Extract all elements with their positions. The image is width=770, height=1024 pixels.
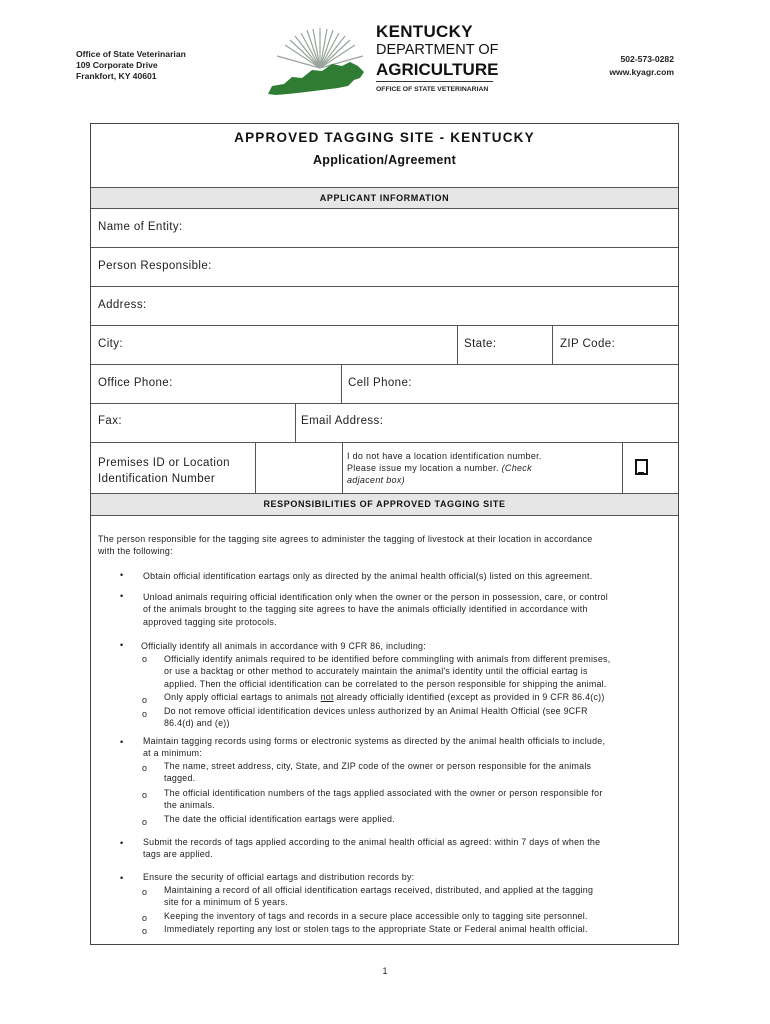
no-location-id-text <box>342 442 622 493</box>
application-form <box>90 123 679 945</box>
sub-bullet-owner-info <box>164 760 591 785</box>
contact-phone: 502-573-0282 <box>620 54 674 64</box>
sub-line: The official identification numbers of the tags applied associated with the owner or person responsible for <box>164 788 603 798</box>
sub-bullet-date-applied <box>164 813 395 825</box>
city-label: City: <box>98 338 123 350</box>
zip-label: ZIP Code: <box>560 338 616 350</box>
no-location-note <box>347 450 542 486</box>
premises-id-input[interactable] <box>255 442 342 493</box>
state-label: State: <box>464 338 497 350</box>
sub-bullet-marker: o <box>142 817 148 827</box>
sub-bullet-do-not-remove <box>164 705 588 730</box>
sub-bullet-tag-numbers <box>164 787 603 812</box>
person-responsible-label: Person Responsible: <box>98 260 212 272</box>
bullet-line: Obtain official identification eartags only as directed by the animal health official(s) listed on this agreement. <box>143 571 593 581</box>
bullet-marker: • <box>120 873 124 883</box>
sub-bullet-report-lost <box>164 923 588 935</box>
no-location-line2: Please issue my location a number. <box>347 463 499 473</box>
cell-phone-field[interactable] <box>341 364 678 403</box>
office-address <box>76 49 186 82</box>
sub-line: tagged. <box>164 773 196 784</box>
no-location-checkbox-cell[interactable] <box>622 442 678 493</box>
email-field[interactable] <box>295 403 678 442</box>
logo-agriculture: AGRICULTURE <box>376 60 499 79</box>
sub-bullet-maintain-record <box>164 884 593 909</box>
bullet-submit-records <box>143 836 600 861</box>
bullet-maintain-records <box>143 735 605 760</box>
bullet-ensure-security <box>143 871 414 883</box>
sub-line: Keeping the inventory of tags and records in a secure place accessible only to tagging site personnel. <box>164 911 588 921</box>
office-city: Frankfort, KY 40601 <box>76 71 157 81</box>
sub-line: the animals. <box>164 800 215 811</box>
logo-kentucky: KENTUCKY <box>376 22 473 41</box>
responsibilities-intro <box>98 533 593 558</box>
page-number: 1 <box>382 966 388 976</box>
bullet-line: tags are applied. <box>143 849 213 860</box>
sub-bullet-identify-before-commingling <box>164 653 610 690</box>
bullet-identify-animals <box>141 640 426 652</box>
bullet-marker: • <box>120 640 124 650</box>
sub-line: Do not remove official identification devices unless authorized by an Animal Health Official (see 9CFR <box>164 706 588 716</box>
city-field[interactable] <box>91 325 457 364</box>
bullet-marker: • <box>120 737 124 747</box>
office-phone-field[interactable] <box>91 364 341 403</box>
bullet-line: Unload animals requiring official identification only when the owner or the person in possession, care, or control <box>143 592 608 602</box>
section-header-responsibilities: RESPONSIBILITIES OF APPROVED TAGGING SITE <box>91 494 678 515</box>
bullet-unload-animals <box>143 591 608 628</box>
bullet-line: of the animals brought to the tagging site agrees to have the animals officially identified in accordance with <box>143 604 588 615</box>
sub-line: Immediately reporting any lost or stolen tags to the appropriate State or Federal animal health official. <box>164 924 588 934</box>
email-label: Email Address: <box>301 415 384 427</box>
zip-field[interactable] <box>552 325 678 364</box>
sub-bullet-marker: o <box>142 913 148 923</box>
kda-logo <box>262 22 512 102</box>
sub-bullet-marker: o <box>142 763 148 773</box>
bullet-line: Ensure the security of official eartags and distribution records by: <box>143 872 415 882</box>
form-subtitle: Application/Agreement <box>312 153 457 167</box>
no-location-line1: I do not have a location identification number. <box>347 451 542 461</box>
logo-office: OFFICE OF STATE VETERINARIAN <box>376 86 489 93</box>
logo-department: DEPARTMENT OF <box>376 42 499 58</box>
sub-line: site for a minimum of 5 years. <box>164 897 288 908</box>
sub-line: Officially identify animals required to be identified before commingling with animals from different premises, <box>164 654 611 664</box>
kentucky-state-sunburst-logo-icon <box>262 22 374 102</box>
sub-bullet-marker: o <box>142 695 148 705</box>
check-hint-b: adjacent box) <box>347 475 405 485</box>
divider <box>91 515 678 516</box>
contact-website: www.kyagr.com <box>609 67 674 77</box>
bullet-marker: • <box>120 838 124 848</box>
bullet-marker: • <box>120 570 124 580</box>
bullet-line: Maintain tagging records using forms or electronic systems as directed by the animal health officials to include, <box>143 736 606 746</box>
premises-label-line2: Identification Number <box>98 473 216 485</box>
sub-text-underlined: not <box>320 692 334 702</box>
sub-line: or use a backtag or other method to accurately maintain the animal's identity until the official eartag is <box>164 666 588 677</box>
sub-text: already officially identified (except as provided in 9 CFR 86.4(c)) <box>333 692 605 702</box>
section-header-applicant: APPLICANT INFORMATION <box>91 188 678 208</box>
sub-bullet-only-apply-eartags <box>164 691 605 703</box>
fax-label: Fax: <box>98 415 122 427</box>
premises-id-label <box>98 455 230 487</box>
sub-line: The name, street address, city, State, and ZIP code of the owner or person responsible for the animals <box>164 761 592 771</box>
address-label: Address: <box>98 299 147 311</box>
sub-bullet-keep-inventory <box>164 910 588 922</box>
no-location-checkbox[interactable] <box>635 459 648 475</box>
bullet-line: at a minimum: <box>143 748 202 759</box>
address-field[interactable] <box>91 286 678 325</box>
form-title: APPROVED TAGGING SITE - KENTUCKY <box>234 130 535 145</box>
office-street: 109 Corporate Drive <box>76 60 158 70</box>
bullet-line: approved tagging site protocols. <box>143 616 277 627</box>
check-hint-a: (Check <box>501 463 532 473</box>
bullet-marker: • <box>120 591 124 601</box>
bullet-line: Submit the records of tags applied according to the animal health official as agreed: within 7 days of when the <box>143 837 601 847</box>
intro-line2: with the following: <box>98 546 173 557</box>
entity-field[interactable] <box>91 208 678 247</box>
sub-bullet-marker: o <box>142 709 148 719</box>
logo-divider <box>376 81 493 82</box>
office-phone-label: Office Phone: <box>98 377 173 389</box>
bullet-obtain-eartags <box>143 570 592 582</box>
sub-line: 86.4(d) and (e)) <box>164 718 230 729</box>
bullet-line: Officially identify all animals in accordance with 9 CFR 86, including: <box>141 641 426 651</box>
cell-phone-label: Cell Phone: <box>348 377 412 389</box>
office-name: Office of State Veterinarian <box>76 49 186 59</box>
fax-field[interactable] <box>91 403 295 442</box>
person-responsible-field[interactable] <box>91 247 678 286</box>
sub-line: applied. Then the official identification can be correlated to the person responsible for shipping the animal. <box>164 678 607 689</box>
entity-label: Name of Entity: <box>98 221 183 233</box>
contact-info <box>598 53 674 79</box>
premises-label-line1: Premises ID or Location <box>98 457 230 469</box>
sub-bullet-marker: o <box>142 926 148 936</box>
sub-text: Only apply official eartags to animals <box>164 692 321 702</box>
sub-line: The date the official identification eartags were applied. <box>164 814 395 824</box>
sub-bullet-marker: o <box>142 790 148 800</box>
premises-id-label-cell <box>91 442 255 493</box>
sub-line: Maintaining a record of all official identification eartags received, distributed, and applied at the tagging <box>164 885 594 895</box>
state-field[interactable] <box>457 325 552 364</box>
sub-bullet-marker: o <box>142 654 148 664</box>
intro-line1: The person responsible for the tagging site agrees to administer the tagging of livestock at their location in accordance <box>98 534 593 544</box>
sub-bullet-marker: o <box>142 887 148 897</box>
